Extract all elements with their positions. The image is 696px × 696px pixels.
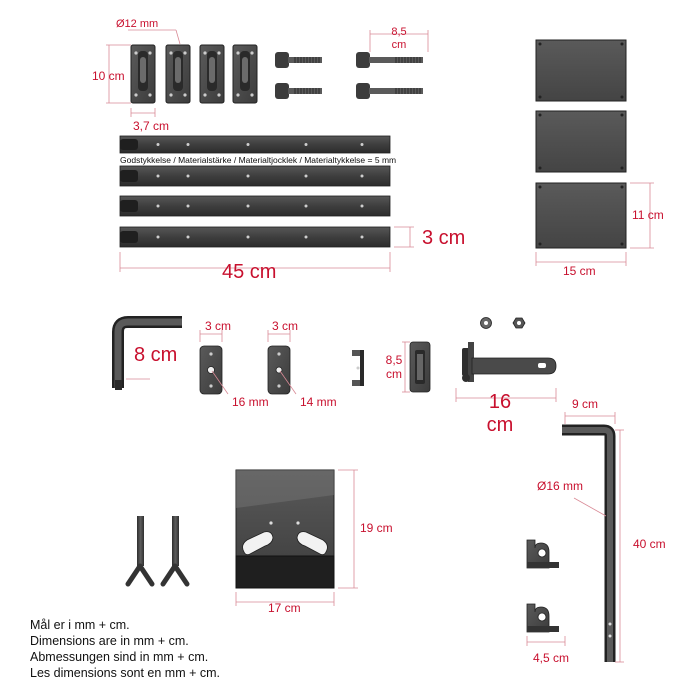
units-note xyxy=(30,617,220,681)
dim-label-strap-length: 45 cm xyxy=(222,261,277,283)
carriage-bolt xyxy=(356,52,423,68)
carriage-bolt xyxy=(356,83,423,99)
units-note-line: Dimensions are in mm + cm. xyxy=(30,634,189,648)
hasp-plate xyxy=(166,45,190,103)
dim-label-guide-width: 4,5 cm xyxy=(533,651,570,665)
dim-label-bracket-width: 17 cm xyxy=(268,601,301,615)
square-plate xyxy=(536,183,626,248)
eye-plate xyxy=(268,330,296,394)
hasp-plate xyxy=(200,45,224,103)
dim-label-hole-16mm: 16 mm xyxy=(232,395,269,409)
dim-label-plate-height: 10 cm xyxy=(92,69,125,83)
y-anchors xyxy=(128,516,187,584)
carriage-bolt xyxy=(275,52,322,68)
square-plate xyxy=(536,111,626,172)
hasp-plates xyxy=(106,30,257,117)
dim-label-rod-diameter: Ø16 mm xyxy=(537,479,584,493)
dim-label-box-width: 15 cm xyxy=(563,264,596,278)
carriage-bolt xyxy=(275,83,322,99)
nut-and-washer xyxy=(481,318,526,329)
units-note-line: Abmessungen sind in mm + cm. xyxy=(30,650,209,664)
dim-label-hinge-length: 16 cm xyxy=(486,391,514,436)
strap-hinge xyxy=(120,166,390,186)
eye-plate xyxy=(200,330,228,394)
dim-label-keeper-height: 8,5 cm xyxy=(385,353,403,381)
rod-guide xyxy=(527,604,559,632)
dim-label-bolt-length: 8,5 cm xyxy=(391,26,407,51)
dim-label-pintle-length: 8 cm xyxy=(134,344,178,366)
strap-hinge xyxy=(120,196,390,216)
rod-guide xyxy=(527,540,559,568)
u-staple xyxy=(352,350,362,386)
hasp-plate xyxy=(233,45,257,103)
strap-hinge xyxy=(120,136,390,153)
y-anchor xyxy=(163,516,187,584)
dim-label-bracket-height: 19 cm xyxy=(360,521,393,535)
dim-label-eye-plate-width-a: 3 cm xyxy=(205,319,232,333)
dim-label-strap-width: 3 cm xyxy=(422,227,466,249)
keeper-plate xyxy=(402,342,430,392)
dim-label-bolt-diameter: Ø12 mm xyxy=(116,18,159,30)
dim-label-rod-bend: 9 cm xyxy=(572,397,599,411)
strap-hinge xyxy=(120,227,390,247)
dim-label-box-height: 11 cm xyxy=(632,208,664,222)
dim-label-plate-width: 3,7 cm xyxy=(133,119,170,133)
y-anchor xyxy=(128,516,152,584)
thickness-note: Godstykkelse / Materialstärke / Materialtjocklek / Materialtykkelse = 5 mm xyxy=(120,155,397,165)
units-note-line: Les dimensions sont en mm + cm. xyxy=(30,666,221,680)
rod-guides xyxy=(527,540,565,646)
square-plates xyxy=(536,40,654,266)
l-rod xyxy=(562,412,624,662)
units-note-line: Mål er i mm + cm. xyxy=(30,618,130,632)
dim-label-eye-plate-width-b: 3 cm xyxy=(272,319,299,333)
mounting-bracket xyxy=(236,470,358,606)
square-plate xyxy=(536,40,626,101)
hasp-plate xyxy=(131,45,155,103)
dim-label-rod-length: 40 cm xyxy=(633,537,666,551)
dim-label-hole-14mm: 14 mm xyxy=(300,395,337,409)
